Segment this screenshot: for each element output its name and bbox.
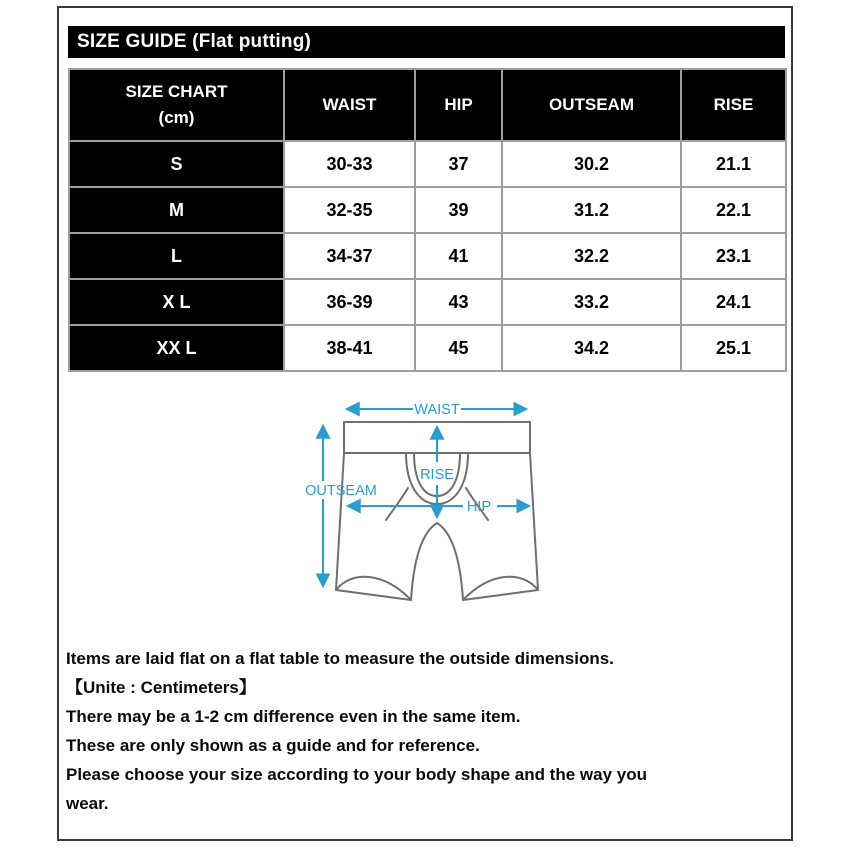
outseam-cell: 32.2 [502,233,681,279]
size-label-cell: X L [69,279,284,325]
hip-cell: 41 [415,233,502,279]
rise-cell: 21.1 [681,141,786,187]
note-line: These are only shown as a guide and for reference. [66,736,480,755]
note-line: 【Unite : Centimeters】 [66,678,256,697]
left-fly-seam [386,488,408,520]
rise-cell: 22.1 [681,187,786,233]
outseam-cell: 30.2 [502,141,681,187]
outseam-cell: 34.2 [502,325,681,371]
note-line: Please choose your size according to your body shape and the way you [66,765,647,784]
hip-cell: 37 [415,141,502,187]
right-hem-lower [463,590,538,600]
outseam-cell: 33.2 [502,279,681,325]
rise-cell: 23.1 [681,233,786,279]
size-label-cell: XX L [69,325,284,371]
note-line: wear. [66,794,109,813]
size-chart-table [68,68,787,372]
header-waist: WAIST [284,69,415,141]
size-label-cell: M [69,187,284,233]
table-row [69,325,786,371]
table-row [69,279,786,325]
waist-arrow-label: WAIST [414,402,460,418]
waist-cell: 38-41 [284,325,415,371]
hip-cell: 39 [415,187,502,233]
header-size-chart-line1: SIZE CHART [125,81,228,101]
header-hip: HIP [415,69,502,141]
size-guide-panel [57,6,793,841]
note-line: There may be a 1-2 cm difference even in the same item. [66,707,521,726]
outseam-cell: 31.2 [502,187,681,233]
table-row [69,233,786,279]
hip-arrow-label: HIP [466,499,492,515]
waist-arrow [347,402,526,418]
measurement-notes [66,644,782,818]
rise-arrow [420,427,454,517]
waist-cell: 36-39 [284,279,415,325]
left-side-seam [336,453,344,590]
header-rise: RISE [681,69,786,141]
header-size-chart [69,69,284,141]
table-row [69,187,786,233]
waist-cell: 32-35 [284,187,415,233]
header-outseam: OUTSEAM [502,69,681,141]
right-hem-upper [463,577,538,600]
table-row [69,141,786,187]
right-side-seam [530,453,538,590]
note-line: Items are laid flat on a flat table to measure the outside dimensions. [66,649,614,668]
table-header-row [69,69,786,141]
hip-cell: 45 [415,325,502,371]
size-label-cell: L [69,233,284,279]
hip-cell: 43 [415,279,502,325]
inner-leg-curve [411,523,463,600]
rise-arrow-label: RISE [420,467,454,483]
left-hem-upper [336,577,411,600]
outseam-arrow-label: OUTSEAM [305,483,377,499]
size-label-cell: S [69,141,284,187]
rise-cell: 25.1 [681,325,786,371]
waist-cell: 34-37 [284,233,415,279]
rise-cell: 24.1 [681,279,786,325]
waist-cell: 30-33 [284,141,415,187]
left-hem-lower [336,590,411,600]
size-guide-title: SIZE GUIDE (Flat putting) [68,26,785,58]
measurement-diagram [303,393,565,645]
hip-arrow [348,499,529,515]
header-size-chart-line2: (cm) [158,108,195,127]
